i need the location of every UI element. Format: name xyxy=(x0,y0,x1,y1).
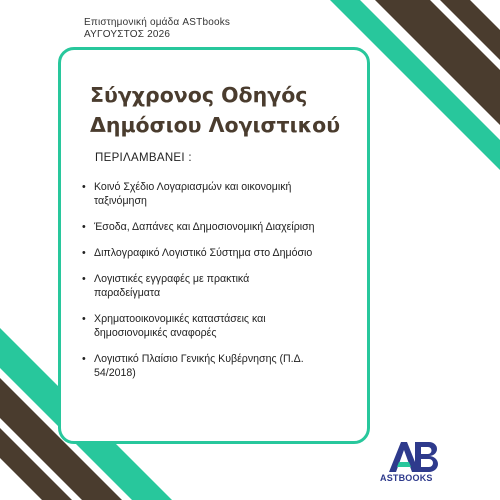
list-item: • Έσοδα, Δαπάνες και Δημοσιονομική Διαχείριση xyxy=(82,221,315,233)
list-item: • Λογιστικές εγγραφές με πρακτικά παραδείγματα xyxy=(82,273,250,299)
title-line-1: Σύγχρονος Οδηγός xyxy=(90,83,308,107)
contents-list xyxy=(80,180,370,392)
includes-label: ΠΕΡΙΛΑΜΒΑΝΕΙ : xyxy=(95,152,192,164)
bullet-icon: • xyxy=(82,221,86,233)
bullet-icon: • xyxy=(82,313,86,325)
list-item: • Χρηματοοικονομικές καταστάσεις και δημοσιονομικές αναφορές xyxy=(82,313,266,339)
bullet-icon: • xyxy=(82,353,86,365)
list-item: • Διπλογραφικό Λογιστικό Σύστημα στο Δημόσιο xyxy=(82,247,313,259)
list-item: • Κοινό Σχέδιο Λογαριασμών και οικονομική ταξινόμηση xyxy=(82,181,292,207)
logo-text: ASTBOOKS xyxy=(380,473,433,483)
list-item: • Λογιστικό Πλαίσιο Γενικής Κυβέρνησης (Π.Δ. 54/2018) xyxy=(82,353,304,379)
bullet-icon: • xyxy=(82,273,86,285)
date-line: ΑΥΓΟΥΣΤΟΣ 2026 xyxy=(84,29,171,40)
title-line-2: Δημόσιου Λογιστικού xyxy=(90,113,341,137)
bullet-icon: • xyxy=(82,181,86,193)
bullet-icon: • xyxy=(82,247,86,259)
book-title xyxy=(90,80,340,140)
publisher-line: Επιστημονική ομάδα ASTbooks xyxy=(84,17,231,28)
astbooks-logo-icon xyxy=(385,440,441,472)
